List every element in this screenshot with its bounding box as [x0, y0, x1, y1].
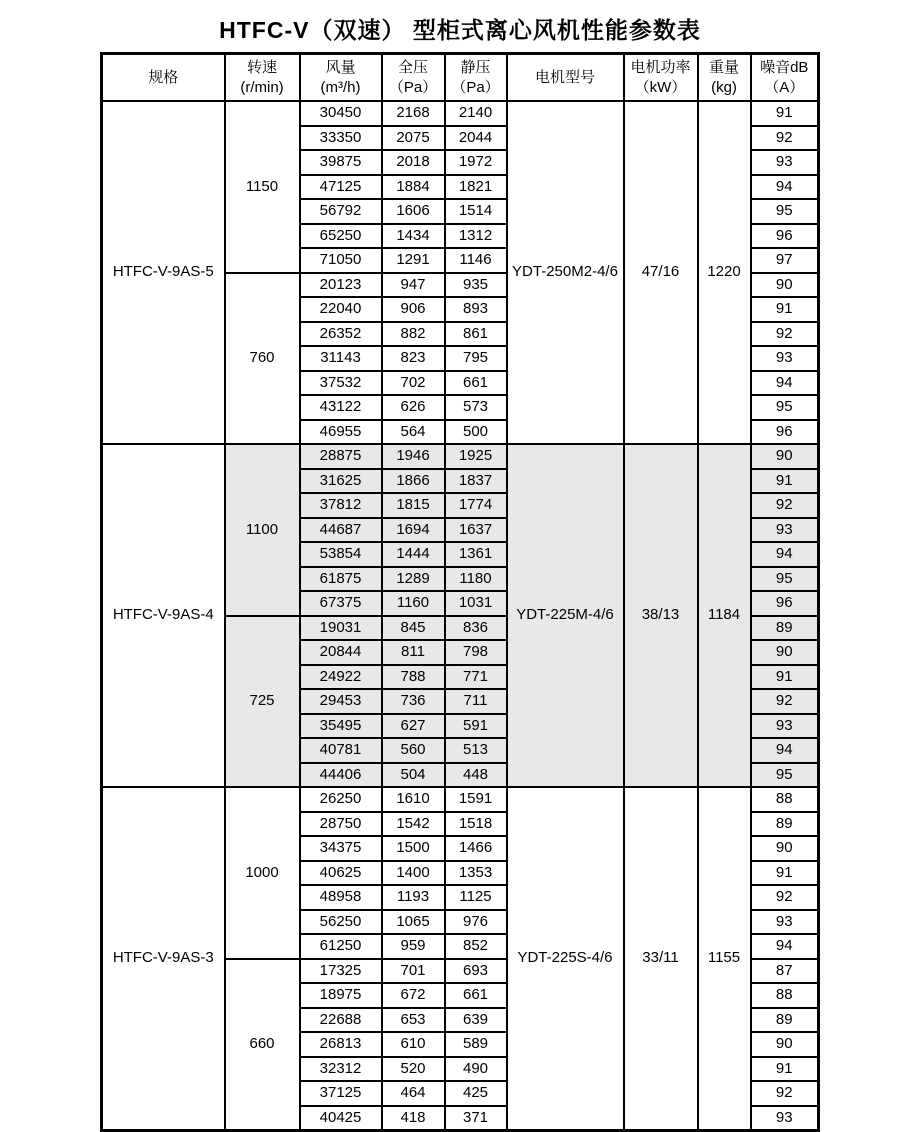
- total-pressure-cell: 520: [382, 1057, 445, 1082]
- static-pressure-cell: 1514: [445, 199, 507, 224]
- flow-cell: 29453: [300, 689, 382, 714]
- noise-cell: 89: [751, 1008, 819, 1033]
- motor-power-cell: 38/13: [624, 444, 698, 787]
- static-pressure-cell: 1837: [445, 469, 507, 494]
- motor-model-cell: YDT-250M2-4/6: [507, 101, 624, 444]
- static-pressure-cell: 1591: [445, 787, 507, 812]
- static-pressure-cell: 1518: [445, 812, 507, 837]
- noise-cell: 91: [751, 861, 819, 886]
- flow-cell: 39875: [300, 150, 382, 175]
- flow-cell: 47125: [300, 175, 382, 200]
- total-pressure-cell: 1606: [382, 199, 445, 224]
- total-pressure-cell: 701: [382, 959, 445, 984]
- static-pressure-cell: 976: [445, 910, 507, 935]
- total-pressure-cell: 464: [382, 1081, 445, 1106]
- total-pressure-cell: 2018: [382, 150, 445, 175]
- flow-cell: 19031: [300, 616, 382, 641]
- total-pressure-cell: 823: [382, 346, 445, 371]
- static-pressure-cell: 1125: [445, 885, 507, 910]
- noise-cell: 92: [751, 493, 819, 518]
- total-pressure-cell: 653: [382, 1008, 445, 1033]
- static-pressure-cell: 2140: [445, 101, 507, 126]
- total-pressure-cell: 560: [382, 738, 445, 763]
- static-pressure-cell: 591: [445, 714, 507, 739]
- noise-cell: 94: [751, 175, 819, 200]
- static-pressure-cell: 1466: [445, 836, 507, 861]
- col-header-total-pressure: 全压 （Pa）: [382, 54, 445, 102]
- flow-cell: 22040: [300, 297, 382, 322]
- total-pressure-cell: 1866: [382, 469, 445, 494]
- noise-cell: 94: [751, 542, 819, 567]
- flow-cell: 40781: [300, 738, 382, 763]
- flow-cell: 71050: [300, 248, 382, 273]
- total-pressure-cell: 1400: [382, 861, 445, 886]
- noise-cell: 91: [751, 297, 819, 322]
- flow-cell: 17325: [300, 959, 382, 984]
- noise-cell: 90: [751, 273, 819, 298]
- total-pressure-cell: 2075: [382, 126, 445, 151]
- total-pressure-cell: 1291: [382, 248, 445, 273]
- noise-cell: 87: [751, 959, 819, 984]
- noise-cell: 97: [751, 248, 819, 273]
- total-pressure-cell: 1694: [382, 518, 445, 543]
- noise-cell: 88: [751, 787, 819, 812]
- weight-cell: 1155: [698, 787, 751, 1131]
- static-pressure-cell: 573: [445, 395, 507, 420]
- speed-cell: 760: [225, 273, 300, 445]
- static-pressure-cell: 1972: [445, 150, 507, 175]
- noise-cell: 89: [751, 616, 819, 641]
- noise-cell: 92: [751, 1081, 819, 1106]
- col-header-motor-power: 电机功率 （kW）: [624, 54, 698, 102]
- static-pressure-cell: 639: [445, 1008, 507, 1033]
- noise-cell: 90: [751, 836, 819, 861]
- flow-cell: 28750: [300, 812, 382, 837]
- noise-cell: 92: [751, 322, 819, 347]
- static-pressure-cell: 589: [445, 1032, 507, 1057]
- static-pressure-cell: 371: [445, 1106, 507, 1131]
- motor-power-cell: 47/16: [624, 101, 698, 444]
- static-pressure-cell: 1925: [445, 444, 507, 469]
- noise-cell: 90: [751, 1032, 819, 1057]
- spec-cell: HTFC-V-9AS-4: [102, 444, 225, 787]
- static-pressure-cell: 1637: [445, 518, 507, 543]
- noise-cell: 90: [751, 444, 819, 469]
- total-pressure-cell: 959: [382, 934, 445, 959]
- noise-cell: 88: [751, 983, 819, 1008]
- table-row: [102, 787, 819, 812]
- flow-cell: 31625: [300, 469, 382, 494]
- static-pressure-cell: 861: [445, 322, 507, 347]
- static-pressure-cell: 425: [445, 1081, 507, 1106]
- total-pressure-cell: 627: [382, 714, 445, 739]
- noise-cell: 91: [751, 665, 819, 690]
- total-pressure-cell: 1444: [382, 542, 445, 567]
- flow-cell: 56250: [300, 910, 382, 935]
- total-pressure-cell: 906: [382, 297, 445, 322]
- col-header-noise: 噪音dB （A）: [751, 54, 819, 102]
- static-pressure-cell: 935: [445, 273, 507, 298]
- total-pressure-cell: 610: [382, 1032, 445, 1057]
- fan-performance-table: [100, 52, 820, 1132]
- static-pressure-cell: 661: [445, 983, 507, 1008]
- col-header-speed: 转速 (r/min): [225, 54, 300, 102]
- flow-cell: 44687: [300, 518, 382, 543]
- noise-cell: 92: [751, 689, 819, 714]
- static-pressure-cell: 490: [445, 1057, 507, 1082]
- total-pressure-cell: 564: [382, 420, 445, 445]
- motor-power-cell: 33/11: [624, 787, 698, 1131]
- static-pressure-cell: 1774: [445, 493, 507, 518]
- noise-cell: 95: [751, 395, 819, 420]
- static-pressure-cell: 771: [445, 665, 507, 690]
- flow-cell: 67375: [300, 591, 382, 616]
- flow-cell: 26813: [300, 1032, 382, 1057]
- flow-cell: 53854: [300, 542, 382, 567]
- noise-cell: 95: [751, 567, 819, 592]
- total-pressure-cell: 1542: [382, 812, 445, 837]
- table-row: [102, 101, 819, 126]
- total-pressure-cell: 672: [382, 983, 445, 1008]
- flow-cell: 40425: [300, 1106, 382, 1131]
- spec-cell: HTFC-V-9AS-5: [102, 101, 225, 444]
- static-pressure-cell: 1031: [445, 591, 507, 616]
- noise-cell: 93: [751, 910, 819, 935]
- static-pressure-cell: 836: [445, 616, 507, 641]
- page-title: HTFC-V（双速） 型柜式离心风机性能参数表: [219, 17, 701, 43]
- flow-cell: 44406: [300, 763, 382, 788]
- flow-cell: 24922: [300, 665, 382, 690]
- noise-cell: 90: [751, 640, 819, 665]
- col-header-flow: 风量 (m³/h): [300, 54, 382, 102]
- flow-cell: 18975: [300, 983, 382, 1008]
- noise-cell: 92: [751, 126, 819, 151]
- flow-cell: 20123: [300, 273, 382, 298]
- static-pressure-cell: 693: [445, 959, 507, 984]
- total-pressure-cell: 1815: [382, 493, 445, 518]
- total-pressure-cell: 736: [382, 689, 445, 714]
- static-pressure-cell: 1821: [445, 175, 507, 200]
- speed-cell: 1100: [225, 444, 300, 616]
- flow-cell: 43122: [300, 395, 382, 420]
- static-pressure-cell: 1146: [445, 248, 507, 273]
- col-header-weight: 重量 (kg): [698, 54, 751, 102]
- total-pressure-cell: 882: [382, 322, 445, 347]
- static-pressure-cell: 893: [445, 297, 507, 322]
- noise-cell: 93: [751, 714, 819, 739]
- total-pressure-cell: 1193: [382, 885, 445, 910]
- flow-cell: 31143: [300, 346, 382, 371]
- total-pressure-cell: 2168: [382, 101, 445, 126]
- static-pressure-cell: 513: [445, 738, 507, 763]
- flow-cell: 61250: [300, 934, 382, 959]
- static-pressure-cell: 1361: [445, 542, 507, 567]
- total-pressure-cell: 1610: [382, 787, 445, 812]
- flow-cell: 26250: [300, 787, 382, 812]
- noise-cell: 92: [751, 885, 819, 910]
- static-pressure-cell: 448: [445, 763, 507, 788]
- speed-cell: 1000: [225, 787, 300, 959]
- flow-cell: 32312: [300, 1057, 382, 1082]
- motor-model-cell: YDT-225S-4/6: [507, 787, 624, 1131]
- flow-cell: 33350: [300, 126, 382, 151]
- motor-model-cell: YDT-225M-4/6: [507, 444, 624, 787]
- noise-cell: 95: [751, 763, 819, 788]
- flow-cell: 40625: [300, 861, 382, 886]
- weight-cell: 1184: [698, 444, 751, 787]
- total-pressure-cell: 504: [382, 763, 445, 788]
- static-pressure-cell: 795: [445, 346, 507, 371]
- noise-cell: 96: [751, 224, 819, 249]
- spec-cell: HTFC-V-9AS-3: [102, 787, 225, 1131]
- static-pressure-cell: 711: [445, 689, 507, 714]
- noise-cell: 95: [751, 199, 819, 224]
- static-pressure-cell: 1180: [445, 567, 507, 592]
- total-pressure-cell: 418: [382, 1106, 445, 1131]
- total-pressure-cell: 1500: [382, 836, 445, 861]
- speed-cell: 725: [225, 616, 300, 788]
- col-header-spec: 规格: [102, 54, 225, 102]
- total-pressure-cell: 1946: [382, 444, 445, 469]
- flow-cell: 26352: [300, 322, 382, 347]
- static-pressure-cell: 500: [445, 420, 507, 445]
- noise-cell: 94: [751, 934, 819, 959]
- flow-cell: 37532: [300, 371, 382, 396]
- total-pressure-cell: 1160: [382, 591, 445, 616]
- noise-cell: 96: [751, 420, 819, 445]
- col-header-motor-model: 电机型号: [507, 54, 624, 102]
- total-pressure-cell: 1434: [382, 224, 445, 249]
- table-header-row: [102, 54, 819, 102]
- total-pressure-cell: 845: [382, 616, 445, 641]
- total-pressure-cell: 702: [382, 371, 445, 396]
- flow-cell: 56792: [300, 199, 382, 224]
- noise-cell: 93: [751, 518, 819, 543]
- table-row: [102, 444, 819, 469]
- noise-cell: 94: [751, 738, 819, 763]
- total-pressure-cell: 1884: [382, 175, 445, 200]
- flow-cell: 22688: [300, 1008, 382, 1033]
- total-pressure-cell: 788: [382, 665, 445, 690]
- noise-cell: 91: [751, 469, 819, 494]
- flow-cell: 48958: [300, 885, 382, 910]
- static-pressure-cell: 852: [445, 934, 507, 959]
- flow-cell: 37125: [300, 1081, 382, 1106]
- flow-cell: 28875: [300, 444, 382, 469]
- total-pressure-cell: 1065: [382, 910, 445, 935]
- total-pressure-cell: 626: [382, 395, 445, 420]
- flow-cell: 61875: [300, 567, 382, 592]
- noise-cell: 93: [751, 150, 819, 175]
- flow-cell: 20844: [300, 640, 382, 665]
- col-header-static-pressure: 静压 （Pa）: [445, 54, 507, 102]
- flow-cell: 37812: [300, 493, 382, 518]
- weight-cell: 1220: [698, 101, 751, 444]
- static-pressure-cell: 661: [445, 371, 507, 396]
- static-pressure-cell: 2044: [445, 126, 507, 151]
- flow-cell: 35495: [300, 714, 382, 739]
- noise-cell: 91: [751, 101, 819, 126]
- total-pressure-cell: 1289: [382, 567, 445, 592]
- noise-cell: 93: [751, 346, 819, 371]
- noise-cell: 94: [751, 371, 819, 396]
- flow-cell: 30450: [300, 101, 382, 126]
- total-pressure-cell: 947: [382, 273, 445, 298]
- noise-cell: 89: [751, 812, 819, 837]
- static-pressure-cell: 1312: [445, 224, 507, 249]
- flow-cell: 46955: [300, 420, 382, 445]
- noise-cell: 93: [751, 1106, 819, 1131]
- total-pressure-cell: 811: [382, 640, 445, 665]
- flow-cell: 34375: [300, 836, 382, 861]
- static-pressure-cell: 1353: [445, 861, 507, 886]
- speed-cell: 1150: [225, 101, 300, 273]
- noise-cell: 91: [751, 1057, 819, 1082]
- noise-cell: 96: [751, 591, 819, 616]
- static-pressure-cell: 798: [445, 640, 507, 665]
- flow-cell: 65250: [300, 224, 382, 249]
- speed-cell: 660: [225, 959, 300, 1131]
